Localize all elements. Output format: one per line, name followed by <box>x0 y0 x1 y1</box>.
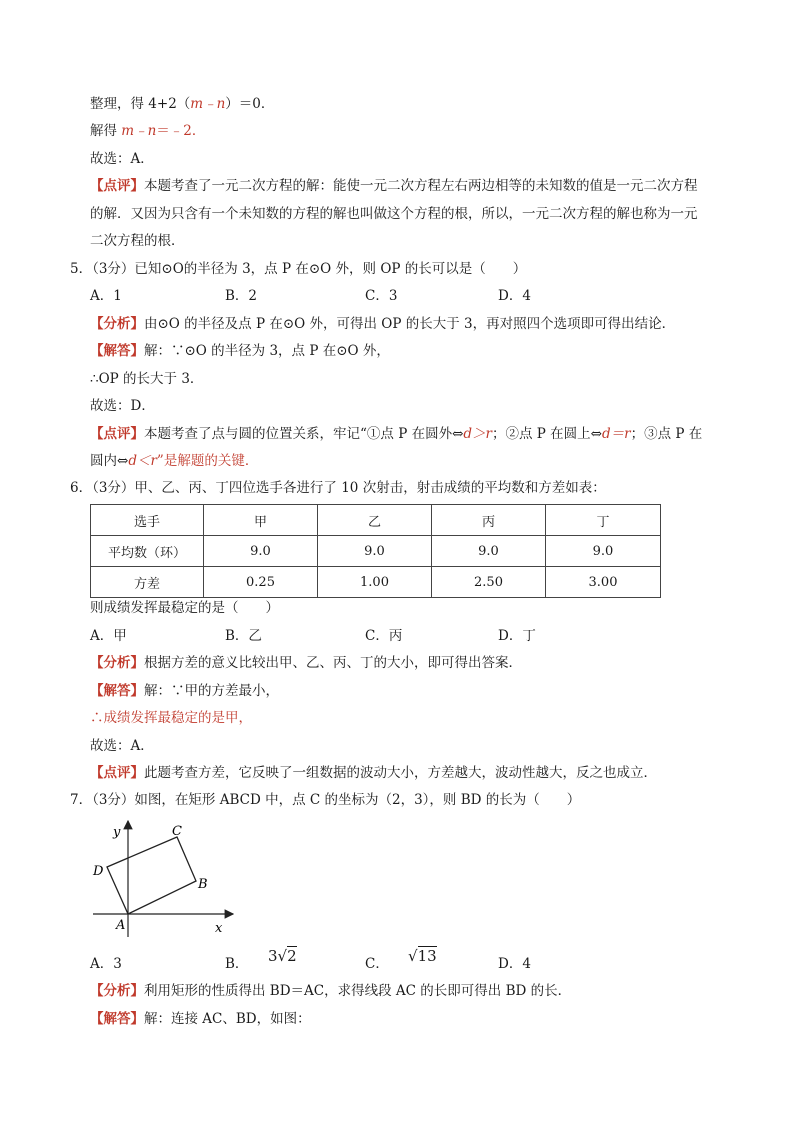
point-b-label: B <box>198 877 208 892</box>
q7-option-a: A．3 <box>90 956 122 972</box>
comment-tag: 【点评】 <box>90 765 144 781</box>
q7-analysis <box>90 981 571 1001</box>
variance-table <box>90 504 661 598</box>
table-cell: 9.0 <box>318 536 432 567</box>
q6-option-c: C．丙 <box>365 628 403 644</box>
q7-option-c: C． <box>365 956 389 972</box>
math-expr: m﹣n <box>190 96 226 112</box>
table-cell: 甲 <box>204 505 318 536</box>
answer-text: 解：∵甲的方差最小， <box>144 683 279 699</box>
text: 整理，得 4+2（ <box>90 96 191 112</box>
prev-choice: 故选：A． <box>90 151 154 167</box>
q7-option-d: D．4 <box>498 956 531 972</box>
comment-text: ；②点 P 在圆上⇔ <box>492 426 602 442</box>
q6-analysis <box>90 653 522 673</box>
analysis-tag: 【分析】 <box>90 655 144 671</box>
table-cell: 乙 <box>318 505 432 536</box>
prev-line-1 <box>90 94 274 114</box>
analysis-tag: 【分析】 <box>90 316 144 332</box>
sqrt-icon: √ <box>277 947 288 965</box>
comment-text: 本题考查了点与圆的位置关系，牢记“①点 P 在圆外⇔ <box>144 426 464 442</box>
table-cell: 丁 <box>546 505 661 536</box>
comment-text: ”是解题的关键． <box>156 453 259 469</box>
prev-comment-2: 的解．又因为只含有一个未知数的方程的解也叫做这个方程的根，所以，一元二次方程的解也称为一元 <box>90 206 698 222</box>
math-expr: d＝r <box>601 426 631 442</box>
table-cell: 9.0 <box>204 536 318 567</box>
point-d-label: D <box>93 864 104 879</box>
rectangle-coordinate-figure <box>85 815 245 940</box>
q5-stem: 5．（3分）已知⊙O的半径为 3，点 P 在⊙O 外，则 OP 的长可以是（ ） <box>70 261 527 277</box>
table-cell: 丙 <box>432 505 546 536</box>
rectangle-abcd <box>107 837 196 914</box>
q6-answer-3: 故选：A． <box>90 738 154 754</box>
option-c-math <box>408 946 437 966</box>
q6-stem: 6．（3分）甲、乙、丙、丁四位选手各进行了 10 次射击，射击成绩的平均数和方差如表： <box>70 480 606 496</box>
q7-option-b: B． <box>225 956 249 972</box>
analysis-text: 利用矩形的性质得出 BD＝AC，求得线段 AC 的长即可得出 BD 的长． <box>144 983 572 999</box>
comment-tag: 【点评】 <box>90 178 144 194</box>
table-cell: 0.25 <box>204 567 318 598</box>
q6-answer-2: ∴成绩发挥最稳定的是甲， <box>90 710 252 726</box>
q5-answer-1 <box>90 341 390 361</box>
q5-option-c: C．3 <box>365 288 398 304</box>
text: ）＝0． <box>225 96 275 112</box>
table-cell: 方差 <box>91 567 204 598</box>
math-expr: d＞r <box>463 426 492 442</box>
answer-tag: 【解答】 <box>90 343 144 359</box>
sqrt-icon: √ <box>408 947 418 965</box>
q6-question: 则成绩发挥最稳定的是（ ） <box>90 600 279 616</box>
prev-comment-1 <box>90 176 698 196</box>
q7-answer-1 <box>90 1009 311 1029</box>
answer-tag: 【解答】 <box>90 683 144 699</box>
prev-line-2 <box>90 121 205 141</box>
q5-analysis <box>90 314 675 334</box>
q6-option-a: A．甲 <box>90 628 127 644</box>
text: ＝﹣2． <box>156 123 206 139</box>
answer-text: 解：连接 AC、BD，如图： <box>144 1011 311 1027</box>
table-cell: 9.0 <box>432 536 546 567</box>
comment-text: 圆内⇔ <box>90 453 129 469</box>
coefficient: 3 <box>268 947 278 965</box>
comment-text: ；③点 P 在 <box>630 426 703 442</box>
q6-answer-1 <box>90 681 279 701</box>
table-cell: 1.00 <box>318 567 432 598</box>
math-expr: m﹣n <box>121 123 157 139</box>
q5-answer-3: 故选：D． <box>90 398 155 414</box>
table-row <box>91 536 661 567</box>
table-row <box>91 567 661 598</box>
q6-comment <box>90 763 657 783</box>
table-cell: 9.0 <box>546 536 661 567</box>
point-a-label: A <box>116 918 126 933</box>
answer-tag: 【解答】 <box>90 1011 144 1027</box>
comment-text: 本题考查了一元二次方程的解：能使一元二次方程左右两边相等的未知数的值是一元二次方程 <box>144 178 698 194</box>
q5-option-a: A．1 <box>90 288 122 304</box>
x-axis-label: x <box>215 921 223 936</box>
math-expr: d＜r <box>128 453 157 469</box>
table-cell: 3.00 <box>546 567 661 598</box>
table-cell: 平均数（环） <box>91 536 204 567</box>
comment-text: 此题考查方差，它反映了一组数据的波动大小，方差越大，波动性越大，反之也成立． <box>144 765 657 781</box>
q5-comment-2 <box>90 451 258 471</box>
comment-tag: 【点评】 <box>90 426 144 442</box>
text: 解得 <box>90 123 122 139</box>
q7-stem: 7．（3分）如图，在矩形 ABCD 中，点 C 的坐标为（2，3），则 BD 的长为（ ） <box>70 792 581 808</box>
analysis-text: 根据方差的意义比较出甲、乙、丙、丁的大小，即可得出答案． <box>144 655 522 671</box>
q5-answer-2: ∴OP 的长大于 3． <box>90 371 204 387</box>
radicand: 13 <box>417 947 437 965</box>
q6-option-b: B．乙 <box>225 628 262 644</box>
q5-comment-1 <box>90 424 702 444</box>
prev-comment-3: 二次方程的根． <box>90 233 185 249</box>
point-c-label: C <box>172 824 182 839</box>
table-cell: 2.50 <box>432 567 546 598</box>
q5-option-d: D．4 <box>498 288 531 304</box>
y-axis-label: y <box>113 825 121 840</box>
option-b-math <box>268 946 297 966</box>
answer-text: 解：∵⊙O 的半径为 3，点 P 在⊙O 外， <box>144 343 390 359</box>
q6-option-d: D．丁 <box>498 628 536 644</box>
q5-option-b: B．2 <box>225 288 258 304</box>
radicand: 2 <box>287 947 297 965</box>
analysis-tag: 【分析】 <box>90 983 144 999</box>
analysis-text: 由⊙O 的半径及点 P 在⊙O 外，可得出 OP 的长大于 3，再对照四个选项即可得出结论． <box>144 316 676 332</box>
table-cell: 选手 <box>91 505 204 536</box>
table-header-row <box>91 505 661 536</box>
